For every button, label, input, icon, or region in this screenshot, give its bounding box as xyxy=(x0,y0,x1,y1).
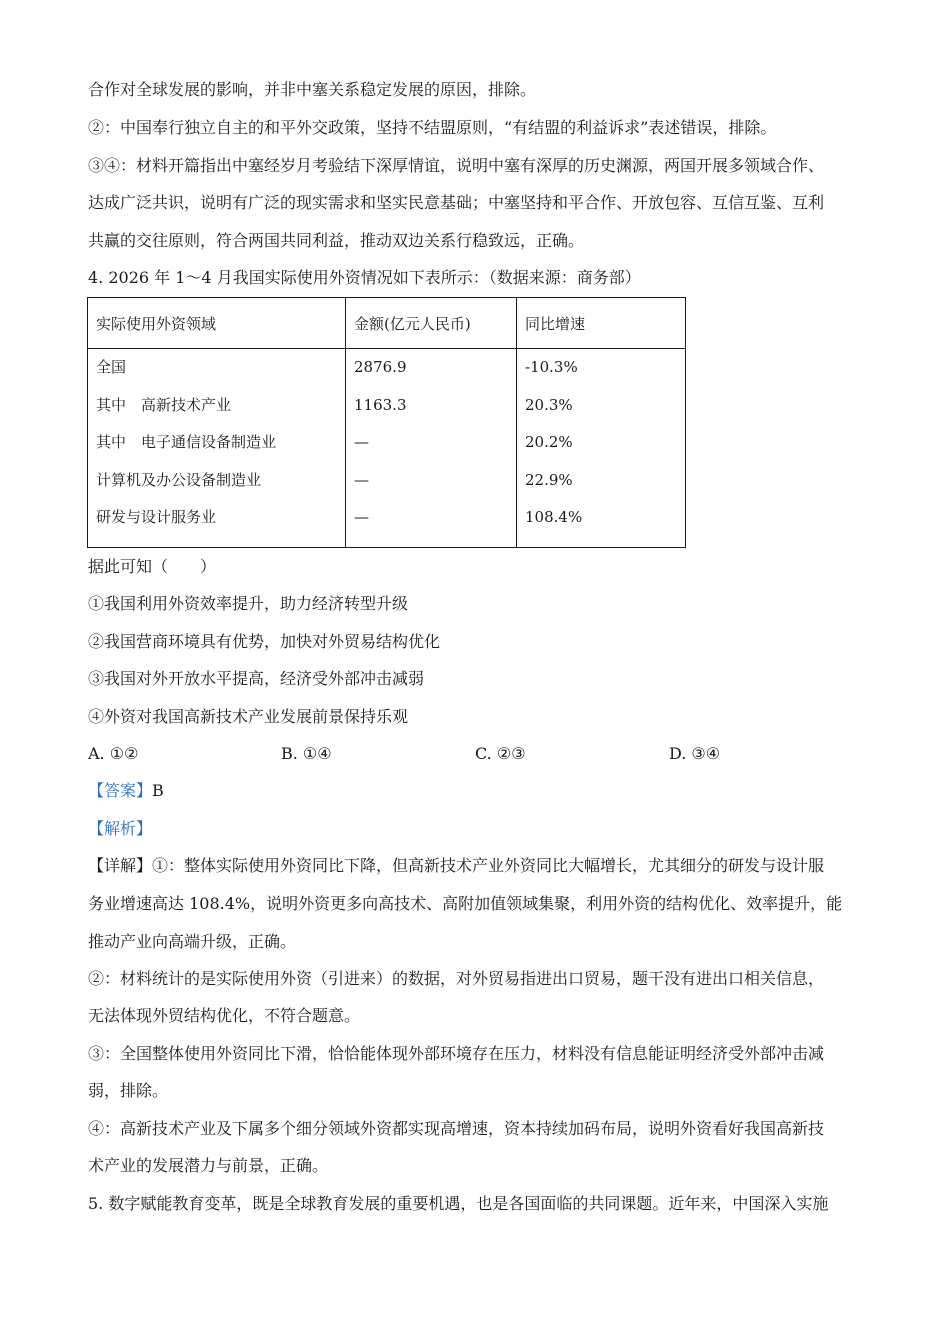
table-cell: 1163.3 xyxy=(354,395,407,414)
prev-analysis-line-3: ③④：材料开篇指出中塞经岁月考验结下深厚情谊，说明中塞有深厚的历史渊源，两国开展多领域合作、 xyxy=(88,156,825,175)
prev-analysis-line-1: 合作对全球发展的影响，并非中塞关系稳定发展的原因，排除。 xyxy=(88,80,537,99)
statement-3: ③我国对外开放水平提高，经济受外部冲击减弱 xyxy=(88,669,425,688)
option-a: A. ①② xyxy=(88,744,139,763)
table-column-field xyxy=(88,349,346,548)
detail-text: ①：整体实际使用外资同比下降，但高新技术产业外资同比大幅增长，尤其细分的研发与设计服 xyxy=(152,856,825,875)
table-header-cell: 实际使用外资领域 xyxy=(88,298,346,349)
answer-tag: 【答案】 xyxy=(88,781,153,800)
question-5-stem: 5. 数字赋能教育变革，既是全球教育发展的重要机遇，也是各国面临的共同课题。近年来，中国深入实施 xyxy=(88,1194,829,1213)
table-cell: — xyxy=(354,470,369,489)
detail-line-6: ③：全国整体使用外资同比下滑，恰恰能体现外部环境存在压力，材料没有信息能证明经济受外部冲击减 xyxy=(88,1044,825,1063)
detail-line-2: 务业增速高达 108.4%，说明外资更多向高技术、高附加值领域集聚，利用外资的结构优化、效率提升，能 xyxy=(88,894,843,913)
table-cell: 其中 电子通信设备制造业 xyxy=(96,433,277,451)
detail-line-8: ④：高新技术产业及下属多个细分领域外资都实现高增速，资本持续加码布局，说明外资看好我国高新技 xyxy=(88,1119,825,1138)
detail-line-5: 无法体现外贸结构优化，不符合题意。 xyxy=(88,1006,361,1025)
detail-line-1 xyxy=(88,856,824,876)
table-cell: — xyxy=(354,508,369,526)
question-4-stem: 4. 2026 年 1～4 月我国实际使用外资情况如下表所示：（数据来源：商务部） xyxy=(88,268,641,287)
prev-analysis-line-4: 达成广泛共识，说明有广泛的现实需求和坚实民意基础；中塞坚持和平合作、开放包容、互信互鉴、互利 xyxy=(88,193,825,212)
prev-analysis-line-2: ②：中国奉行独立自主的和平外交政策，坚持不结盟原则，“有结盟的利益诉求”表述错误，排除。 xyxy=(88,118,777,137)
detail-line-9: 术产业的发展潜力与前景，正确。 xyxy=(88,1156,329,1175)
table-cell: 计算机及办公设备制造业 xyxy=(96,470,262,489)
table-header-row xyxy=(88,298,686,349)
table-cell: 其中 高新技术产业 xyxy=(96,395,232,414)
statement-2: ②我国营商环境具有优势，加快对外贸易结构优化 xyxy=(88,632,441,651)
foreign-investment-table xyxy=(87,297,686,548)
option-b: B. ①④ xyxy=(281,744,332,763)
table-cell: 全国 xyxy=(96,358,127,376)
detail-tag: 【详解】 xyxy=(88,856,153,875)
table-cell: 2876.9 xyxy=(354,358,407,376)
table-cell: 22.9% xyxy=(525,470,573,489)
prev-analysis-line-5: 共赢的交往原则，符合两国共同利益，推动双边关系行稳致远，正确。 xyxy=(88,231,585,250)
option-c: C. ②③ xyxy=(475,744,526,763)
detail-line-7: 弱，排除。 xyxy=(88,1081,169,1100)
table-cell: -10.3% xyxy=(525,358,578,376)
table-cell: 108.4% xyxy=(525,508,583,526)
table-cell: 20.2% xyxy=(525,433,573,451)
statement-1: ①我国利用外资效率提升，助力经济转型升级 xyxy=(88,594,409,613)
question-4-prompt: 据此可知（ ） xyxy=(88,557,217,576)
statement-4: ④外资对我国高新技术产业发展前景保持乐观 xyxy=(88,707,409,726)
option-d: D. ③④ xyxy=(669,744,721,763)
table-column-growth xyxy=(517,349,686,548)
table-cell: — xyxy=(354,433,369,451)
answer-line xyxy=(88,781,164,801)
table-cell: 20.3% xyxy=(525,395,573,414)
table-header-cell: 金额(亿元人民币) xyxy=(346,298,517,349)
detail-line-4: ②：材料统计的是实际使用外资（引进来）的数据，对外贸易指进出口贸易，题干没有进出口相关信息， xyxy=(88,969,825,988)
table-body-row xyxy=(88,349,686,548)
table-header-cell: 同比增速 xyxy=(517,298,686,349)
analysis-tag: 【解析】 xyxy=(88,819,153,838)
detail-line-3: 推动产业向高端升级，正确。 xyxy=(88,932,297,951)
table-cell: 研发与设计服务业 xyxy=(96,508,217,526)
table-column-amount xyxy=(346,349,517,548)
answer-value: B xyxy=(152,781,164,800)
